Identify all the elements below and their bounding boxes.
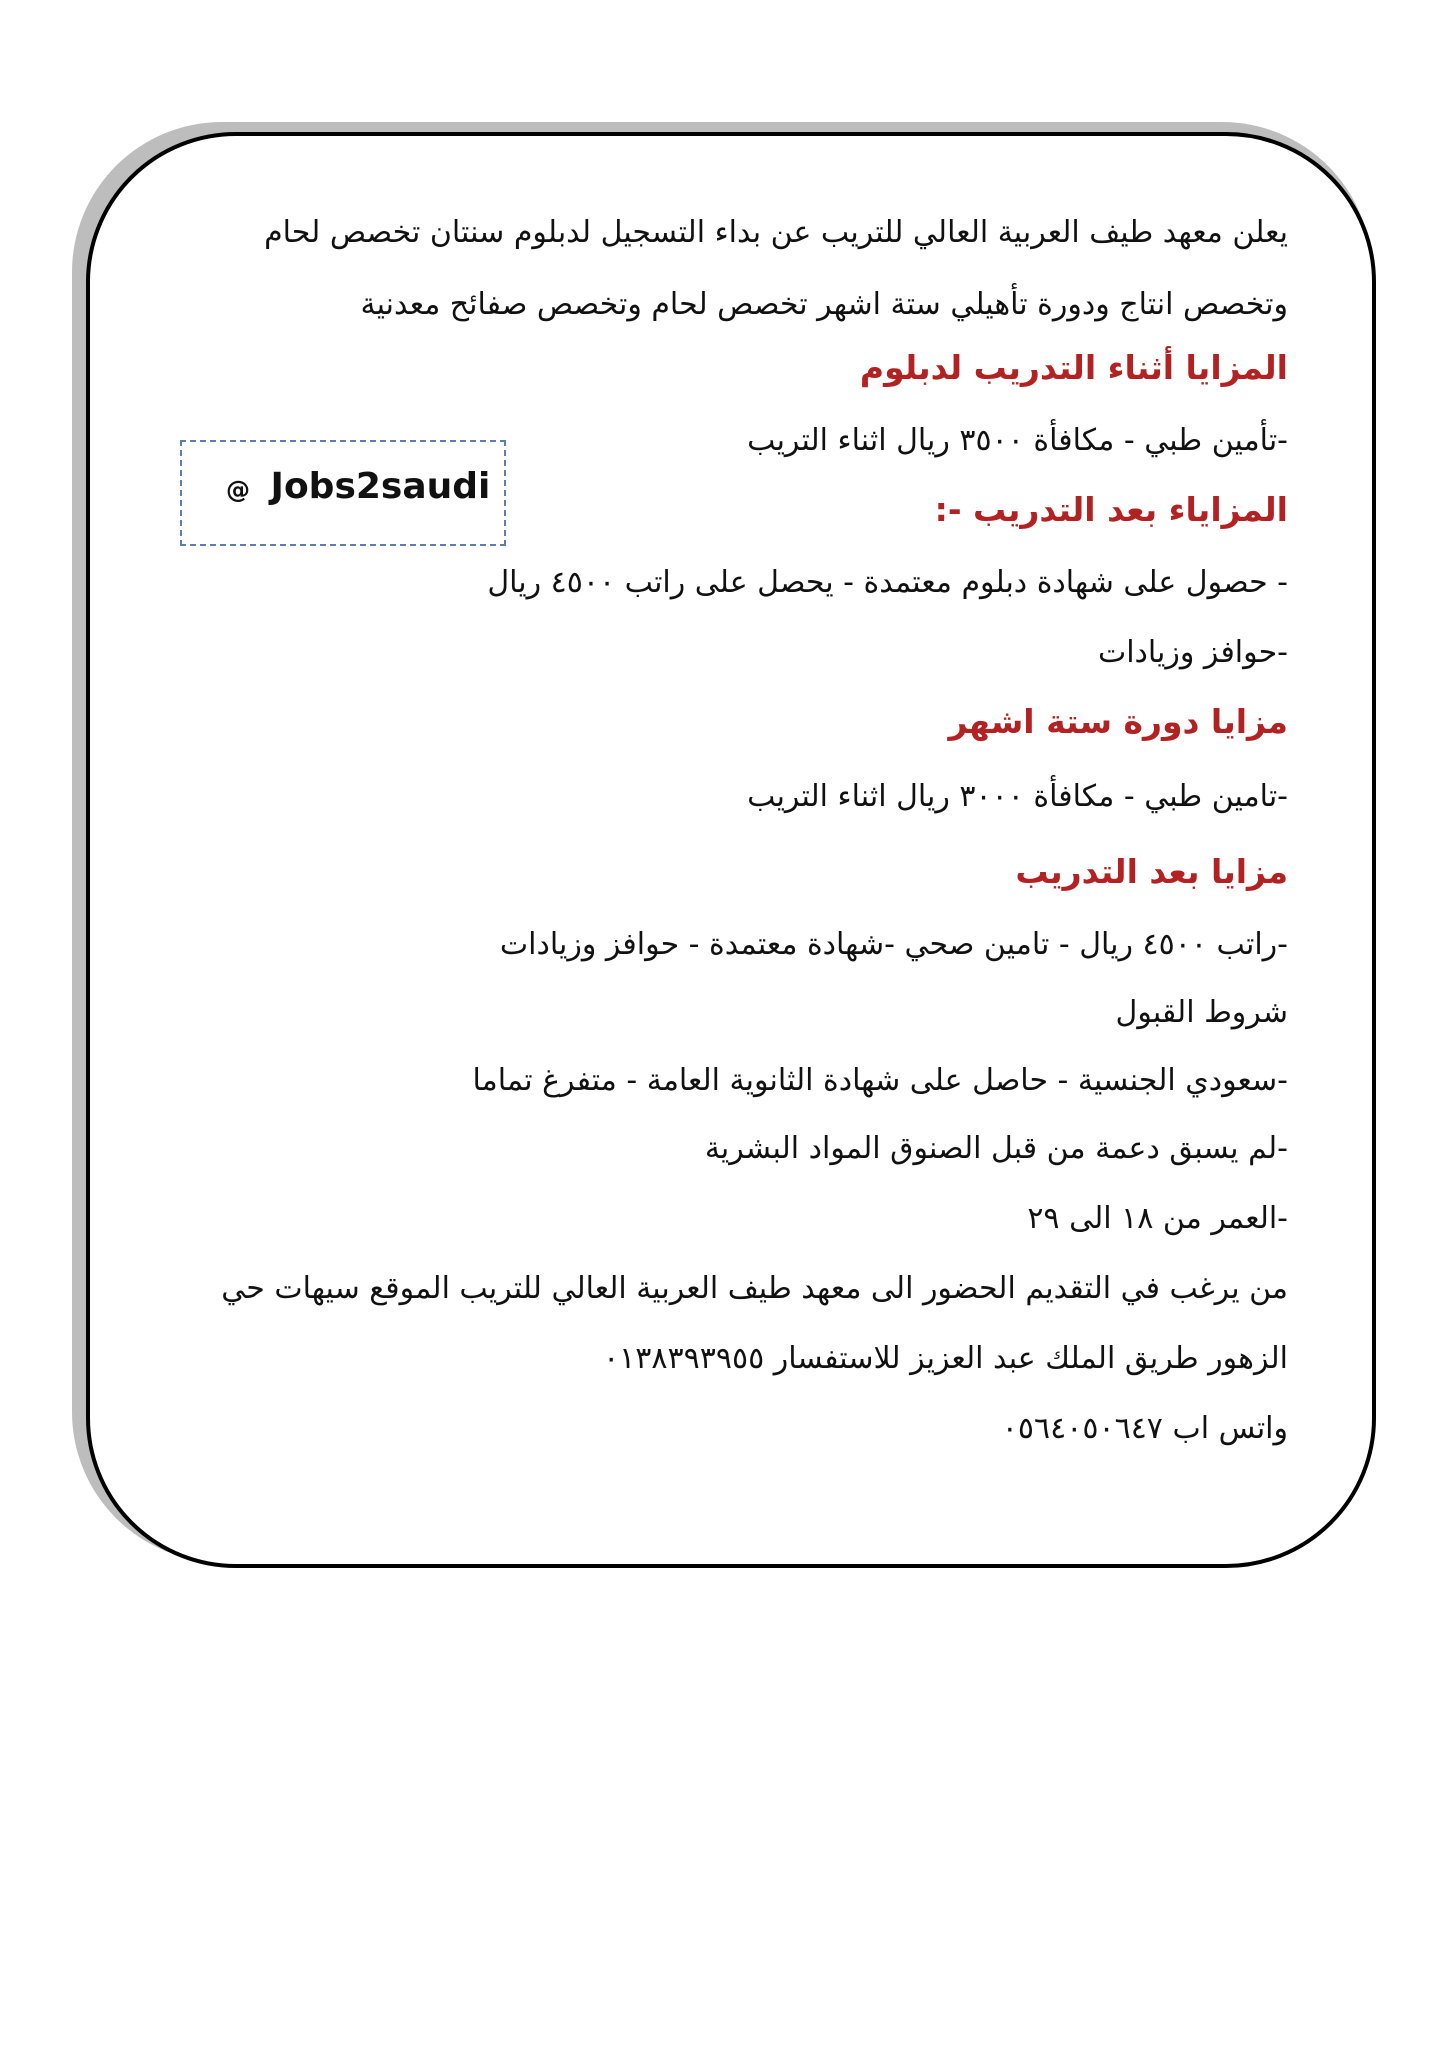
application-line-1: من يرغب في التقديم الحضور الى معهد طيف العربية العالي للتريب الموقع سيهات حي: [221, 1271, 1288, 1306]
conditions-line-3: -العمر من ١٨ الى ٢٩: [1027, 1201, 1288, 1236]
section-after-course-line-1: -راتب ٤٥٠٠ ريال - تامين صحي -شهادة معتمدة - حوافز وزيادات: [499, 927, 1288, 962]
application-line-3: واتس اب ٠٥٦٤٠٥٠٦٤٧: [1001, 1411, 1288, 1446]
section-heading-six-month-course: مزايا دورة ستة اشهر: [948, 702, 1288, 741]
announcement-content: [178, 214, 1288, 1486]
section-six-month-line-1: -تامين طبي - مكافأة ٣٠٠٠ ريال اثناء التريب: [747, 779, 1288, 814]
section-heading-after-training: المزاياء بعد التدريب -:: [934, 490, 1288, 529]
conditions-line-2: -لم يسبق دعمة من قبل الصنوق المواد البشرية: [704, 1131, 1288, 1166]
conditions-line-1: -سعودي الجنسية - حاصل على شهادة الثانوية العامة - متفرغ تماما: [472, 1063, 1288, 1098]
section-heading-during-diploma: المزايا أثناء التدريب لدبلوم: [859, 348, 1288, 387]
section-after-training-line-1: - حصول على شهادة دبلوم معتمدة - يحصل على راتب ٤٥٠٠ ريال: [487, 565, 1288, 600]
section-heading-after-course: مزايا بعد التدريب: [1015, 852, 1288, 891]
section-during-diploma-line-1: -تأمين طبي - مكافأة ٣٥٠٠ ريال اثناء التريب: [747, 423, 1288, 458]
conditions-title: شروط القبول: [1115, 995, 1288, 1030]
intro-line-1: يعلن معهد طيف العربية العالي للتريب عن بداء التسجيل لدبلوم سنتان تخصص لحام: [264, 215, 1288, 250]
watermark-at-symbol: @: [226, 476, 250, 504]
watermark-handle: Jobs2saudi: [270, 466, 491, 507]
application-line-2: الزهور طريق الملك عبد العزيز للاستفسار ٠١٣٨٣٩٣٩٥٥: [603, 1341, 1288, 1376]
section-after-training-line-2: -حوافز وزيادات: [1097, 635, 1288, 670]
intro-line-2: وتخصص انتاج ودورة تأهيلي ستة اشهر تخصص لحام وتخصص صفائح معدنية: [360, 287, 1288, 322]
